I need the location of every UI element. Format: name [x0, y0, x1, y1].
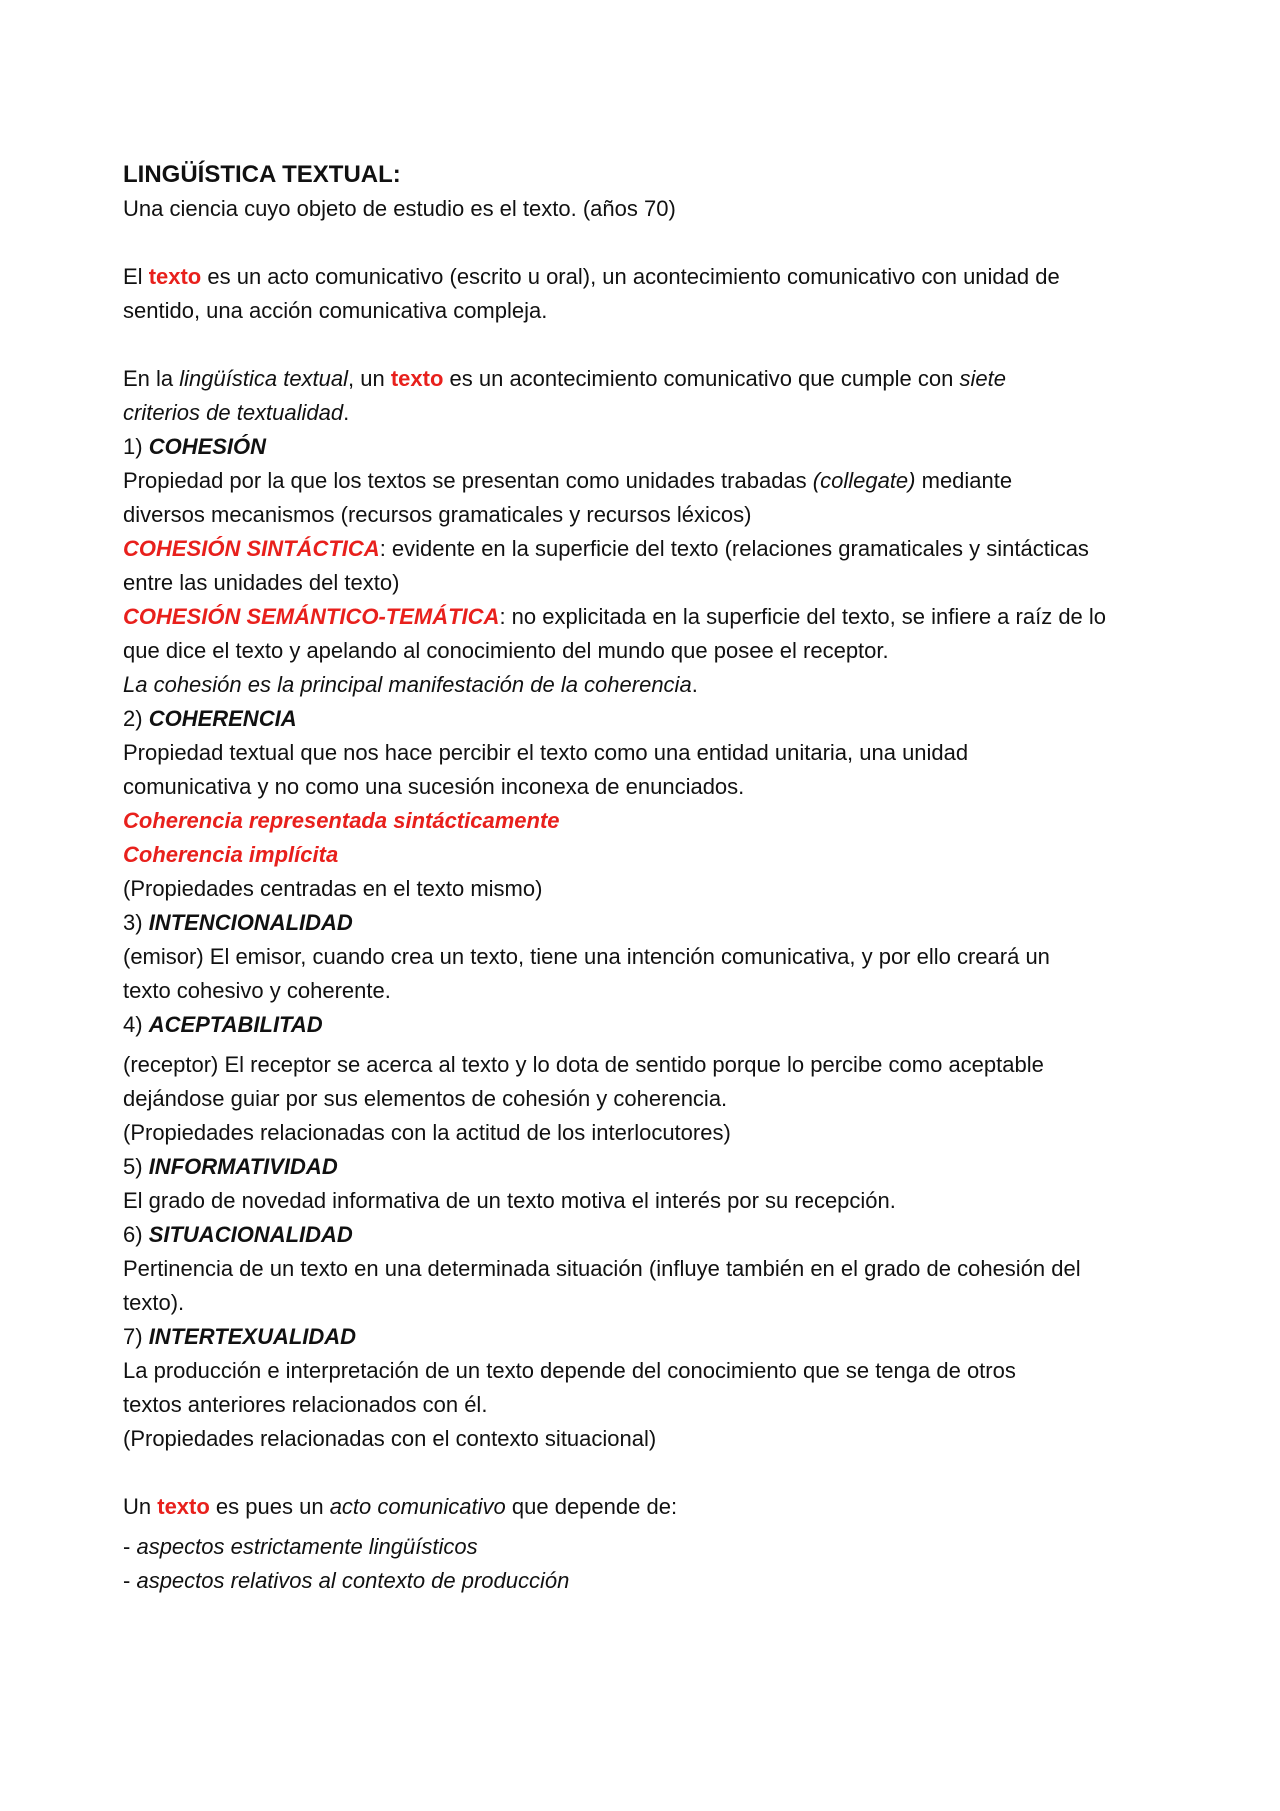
criterion-heading-intencionalidad: [123, 906, 1183, 940]
criterion-heading-aceptabilitad: [123, 1008, 1183, 1042]
keyword-texto: texto: [157, 1494, 210, 1519]
criterion-heading-situacionalidad: [123, 1218, 1183, 1252]
paragraph-texto-line-2: sentido, una acción comunicativa compleja.: [123, 298, 548, 323]
italic-run: siete: [959, 366, 1006, 391]
bullet-dash: -: [123, 1534, 137, 1559]
cohesion-semantica-line-1: [123, 600, 1183, 634]
criterion-description: texto cohesivo y coherente.: [123, 978, 391, 1003]
criterion-description: texto).: [123, 1290, 185, 1315]
criterion-description: (receptor) El receptor se acerca al texto y lo dota de sentido porque lo percibe como aceptable: [123, 1052, 1044, 1077]
red-label: COHESIÓN SEMÁNTICO-TEMÁTICA: [123, 604, 500, 629]
text-run: .: [691, 672, 698, 697]
criterion-description: El grado de novedad informativa de un texto motiva el interés por su recepción.: [123, 1188, 896, 1213]
final-paragraph: [123, 1490, 1183, 1524]
keyword-texto: texto: [390, 366, 444, 391]
italic-run: lingüística textual: [179, 366, 349, 391]
text-run: Propiedad por la que los textos se presentan como unidades trabadas: [123, 468, 813, 493]
text-run: que depende de:: [505, 1494, 678, 1519]
italic-run: La cohesión es la principal manifestación de la coherencia: [123, 672, 692, 697]
criterion-name: INTERTEXUALIDAD: [148, 1324, 357, 1349]
blank-line: [123, 1456, 1183, 1490]
bullet-dash: -: [123, 1568, 137, 1593]
red-label: COHESIÓN SINTÁCTICA: [123, 536, 380, 561]
criterion-description: Pertinencia de un texto en una determinada situación (influye también en el grado de cohesión del: [123, 1256, 1081, 1281]
document-body: [123, 158, 1183, 1598]
list-item: [123, 1564, 1183, 1598]
paragraph-criterios-line-2: [123, 396, 1183, 430]
criterion-name: INTENCIONALIDAD: [148, 910, 353, 935]
red-label: Coherencia implícita: [123, 842, 339, 867]
criterion-name: ACEPTABILITAD: [148, 1012, 323, 1037]
list-item: [123, 1530, 1183, 1564]
criterion-description: Propiedad textual que nos hace percibir el texto como una entidad unitaria, una unidad: [123, 740, 969, 765]
criterion-number: 1): [123, 434, 149, 459]
criterion-number: 7): [123, 1324, 149, 1349]
text-run: En la: [123, 366, 180, 391]
group-note: (Propiedades centradas en el texto mismo): [123, 876, 543, 901]
criterion-number: 5): [123, 1154, 149, 1179]
italic-run: aspectos relativos al contexto de producción: [136, 1568, 570, 1593]
text-run: : no explicitada en la superficie del texto, se infiere a raíz de lo: [499, 604, 1107, 629]
cohesion-semantica-line-2: que dice el texto y apelando al conocimiento del mundo que posee el receptor.: [123, 638, 889, 663]
criterion-number: 6): [123, 1222, 149, 1247]
blank-line: [123, 328, 1183, 362]
italic-run: (collegate): [812, 468, 916, 493]
italic-run: aspectos estrictamente lingüísticos: [136, 1534, 478, 1559]
cohesion-sintactica-line-2: entre las unidades del texto): [123, 570, 400, 595]
cohesion-sintactica-line-1: [123, 532, 1183, 566]
italic-run: criterios de textualidad: [123, 400, 344, 425]
blank-line: [123, 226, 1183, 260]
criterion-heading-intertexualidad: [123, 1320, 1183, 1354]
text-run: es un acontecimiento comunicativo que cumple con: [443, 366, 960, 391]
text-run: Un: [123, 1494, 158, 1519]
criterion-description: (emisor) El emisor, cuando crea un texto, tiene una intención comunicativa, y por ello creará un: [123, 944, 1050, 969]
text-run: El: [123, 264, 149, 289]
text-run: es pues un: [209, 1494, 330, 1519]
criterion-description: dejándose guiar por sus elementos de cohesión y coherencia.: [123, 1086, 728, 1111]
criterion-number: 2): [123, 706, 149, 731]
criterion-name: COHESIÓN: [148, 434, 267, 459]
text-run: .: [343, 400, 350, 425]
italic-run: acto comunicativo: [329, 1494, 506, 1519]
paragraph-criterios-line-1: [123, 362, 1183, 396]
cohesion-note: [123, 668, 1183, 702]
group-note: (Propiedades relacionadas con el contexto situacional): [123, 1426, 657, 1451]
intro-line: Una ciencia cuyo objeto de estudio es el texto. (años 70): [123, 196, 676, 221]
criterion-name: INFORMATIVIDAD: [148, 1154, 338, 1179]
text-run: : evidente en la superficie del texto (relaciones gramaticales y sintácticas: [379, 536, 1089, 561]
text-run: , un: [348, 366, 391, 391]
criterion-heading-cohesion: [123, 430, 1183, 464]
criterion-number: 3): [123, 910, 149, 935]
criterion-description: La producción e interpretación de un texto depende del conocimiento que se tenga de otros: [123, 1358, 1016, 1383]
keyword-texto: texto: [148, 264, 202, 289]
criterion-description: textos anteriores relacionados con él.: [123, 1392, 488, 1417]
criterion-name: COHERENCIA: [148, 706, 297, 731]
criterion-description: diversos mecanismos (recursos gramaticales y recursos léxicos): [123, 502, 752, 527]
group-note: (Propiedades relacionadas con la actitud de los interlocutores): [123, 1120, 731, 1145]
paragraph-texto-line-1: [123, 260, 1183, 294]
red-label: Coherencia representada sintácticamente: [123, 808, 560, 833]
text-run: es un acto comunicativo (escrito u oral), un acontecimiento comunicativo con unidad de: [201, 264, 1060, 289]
text-run: mediante: [915, 468, 1013, 493]
criterion-description: comunicativa y no como una sucesión inconexa de enunciados.: [123, 774, 745, 799]
criterion-heading-informatividad: [123, 1150, 1183, 1184]
page-title: LINGÜÍSTICA TEXTUAL:: [123, 161, 401, 188]
criterion-heading-coherencia: [123, 702, 1183, 736]
criterion-name: SITUACIONALIDAD: [148, 1222, 353, 1247]
criterion-number: 4): [123, 1012, 149, 1037]
criterion-description: [123, 464, 1183, 498]
